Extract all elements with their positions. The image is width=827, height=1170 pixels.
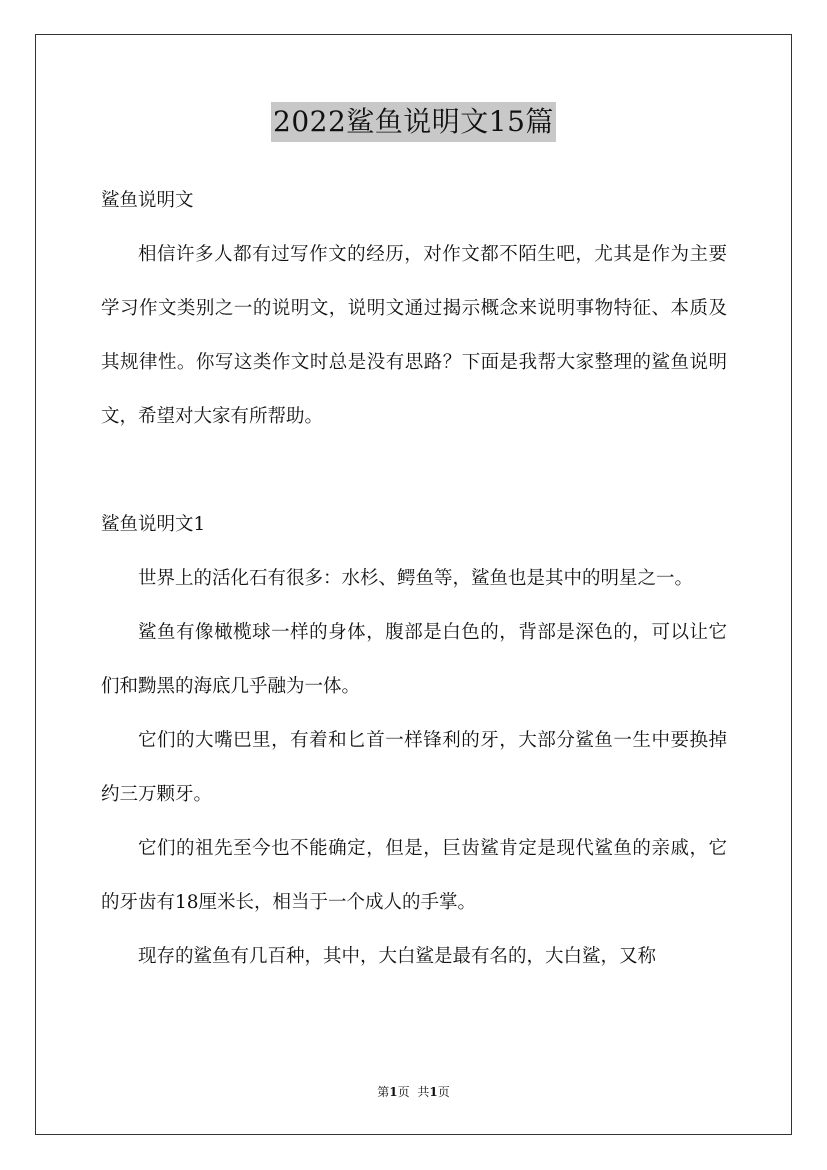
body-paragraph-3: 它们的大嘴巴里，有着和匕首一样锋利的牙，大部分鲨鱼一生中要换掉约三万颗牙。	[101, 730, 727, 805]
page-prefix: 第	[377, 1085, 390, 1099]
document-title: 2022鲨鱼说明文15篇	[271, 102, 556, 142]
intro-paragraph: 相信许多人都有过写作文的经历，对作文都不陌生吧，尤其是作为主要学习作文类别之一的说明文，说明文通过揭示概念来说明事物特征、本质及其规律性。你写这类作文时总是没有思路？下面是我帮大家整理的鲨鱼说明文，希望对大家有所帮助。	[101, 244, 727, 427]
body-paragraph-5: 现存的鲨鱼有几百种，其中，大白鲨是最有名的，大白鲨，又称	[138, 946, 657, 967]
total-prefix: 共	[417, 1085, 430, 1099]
total-pages: 1	[429, 1085, 438, 1099]
page-number: 1	[389, 1085, 398, 1099]
document-body	[101, 174, 727, 984]
section-heading: 鲨鱼说明文	[101, 190, 194, 211]
essay-heading: 鲨鱼说明文1	[101, 514, 206, 535]
total-suffix: 页	[437, 1085, 450, 1099]
title-container	[0, 102, 827, 142]
body-paragraph-2: 鲨鱼有像橄榄球一样的身体，腹部是白色的，背部是深色的，可以让它们和黝黑的海底几乎融为一体。	[101, 622, 727, 697]
body-paragraph-4: 它们的祖先至今也不能确定，但是，巨齿鲨肯定是现代鲨鱼的亲戚，它的牙齿有18厘米长，相当于一个成人的手掌。	[101, 838, 727, 913]
body-paragraph-1: 世界上的活化石有很多：水杉、鳄鱼等，鲨鱼也是其中的明星之一。	[138, 568, 694, 589]
page-footer	[0, 1083, 827, 1101]
page-suffix: 页	[397, 1085, 410, 1099]
paragraph-spacer	[101, 444, 727, 498]
